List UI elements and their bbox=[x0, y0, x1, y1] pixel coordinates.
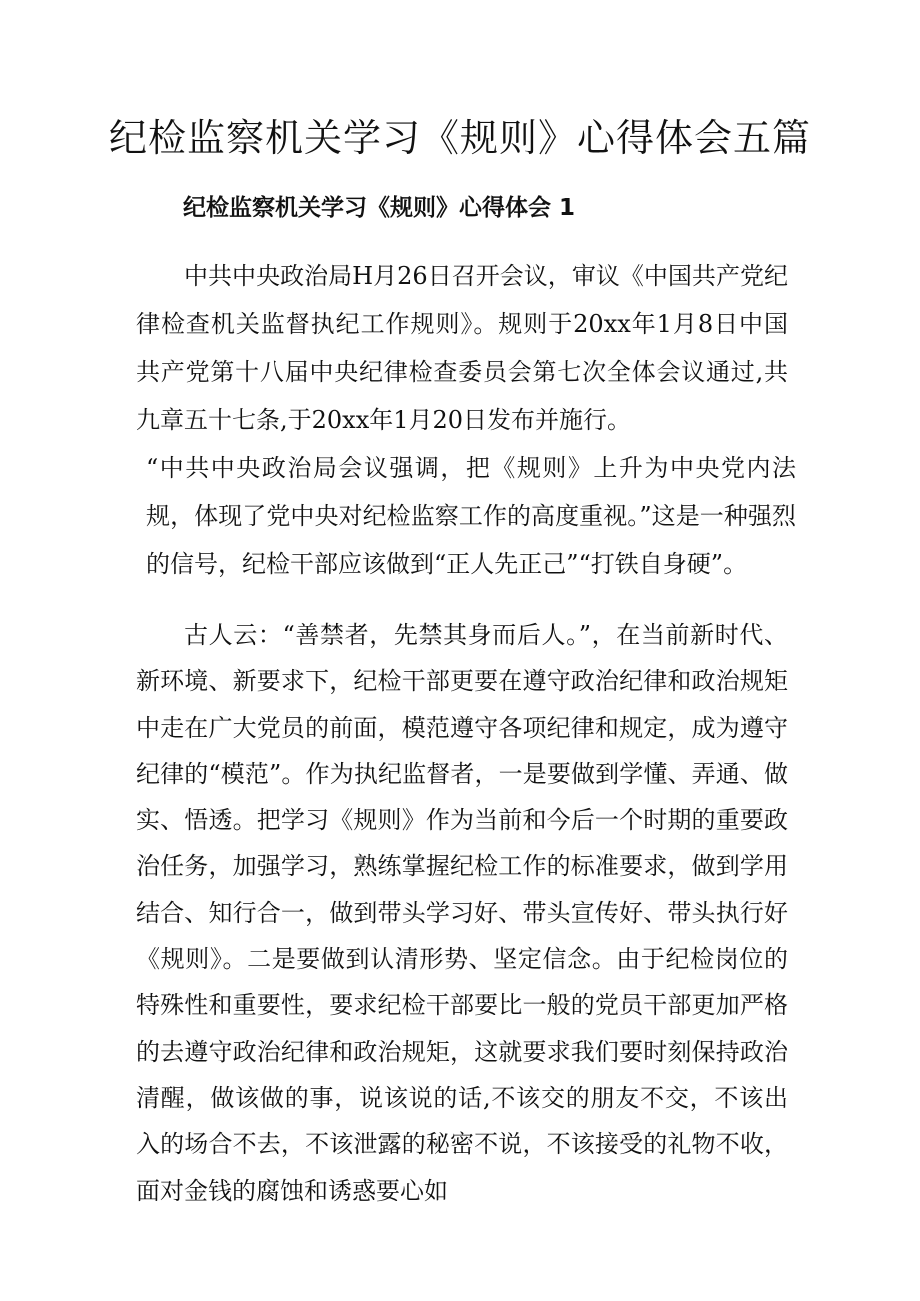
paragraph-2: “中共中央政治局会议强调，把《规则》上升为中央党内法规，体现了党中央对纪检监察工作的高度重视。”这是一种强烈的信号，纪检干部应该做到“正人先正己”“打铁自身硬”。 bbox=[146, 454, 796, 578]
paragraph-1: 中共中央政治局H月26日召开会议，审议《中国共产党纪律检查机关监督执纪工作规则》。规则于20xx年1月8日中国共产党第十八届中央纪律检查委员会第七次全体会议通过,共九章五十七条,于20xx年1月20日发布并施行。 bbox=[136, 262, 788, 434]
section-heading: 纪检监察机关学习《规则》心得体会 1 bbox=[183, 195, 576, 221]
document-title: 纪检监察机关学习《规则》心得体会五篇 bbox=[108, 116, 811, 160]
paragraph-3: 古人云：“善禁者，先禁其身而后人。”，在当前新时代、新环境、新要求下，纪检干部更要在遵守政治纪律和政治规矩中走在广大党员的前面，模范遵守各项纪律和规定，成为遵守纪律的“模范”。作为执纪监督者，一是要做到学懂、弄通、做实、悟透。把学习《规则》作为当前和今后一个时期的重要政治任务，加强学习，熟练掌握纪检工作的标准要求，做到学用结合、知行合一，做到带头学习好、带头宣传好、带头执行好《规则》。二是要做到认清形势、坚定信念。由于纪检岗位的特殊性和重要性，要求纪检干部要比一般的党员干部更加严格的去遵守政治纪律和政治规矩，这就要求我们要时刻保持政治清醒，做该做的事，说该说的话,不该交的朋友不交，不该出入的场合不去，不该泄露的秘密不说，不该接受的礼物不收，面对金钱的腐蚀和诱惑要心如 bbox=[136, 621, 788, 1205]
